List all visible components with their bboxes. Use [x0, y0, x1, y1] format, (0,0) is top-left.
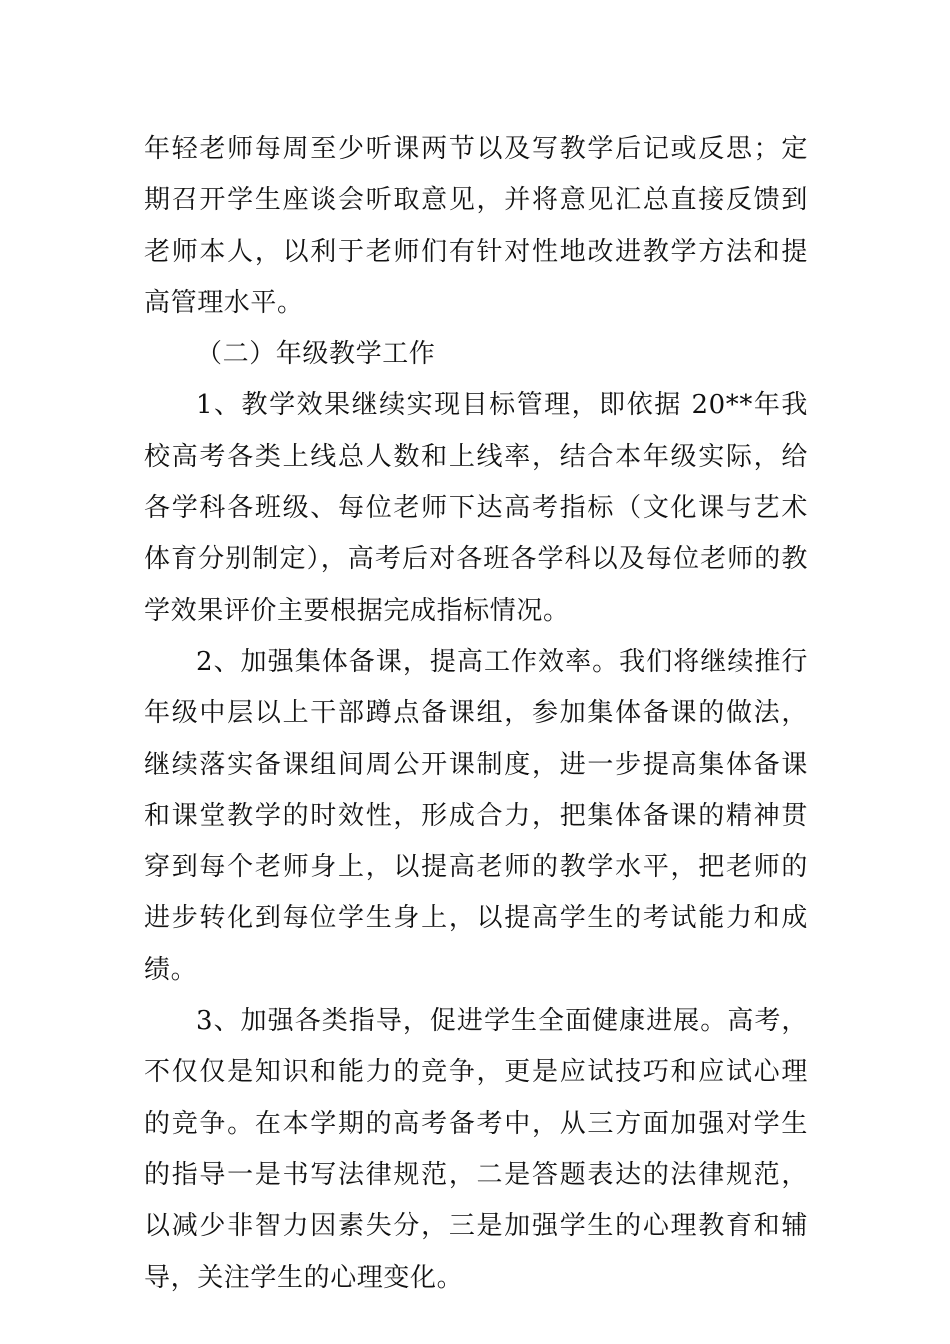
- paragraph-continuation: 年轻老师每周至少听课两节以及写教学后记或反思；定期召开学生座谈会听取意见，并将意见汇总直接反馈到老师本人，以利于老师们有针对性地改进教学方法和提高管理水平。: [144, 134, 808, 318]
- document-body: [144, 124, 808, 1304]
- paragraph-item-3: 3、加强各类指导，促进学生全面健康进展。高考，不仅仅是知识和能力的竞争，更是应试技巧和应试心理的竞争。在本学期的高考备考中，从三方面加强对学生的指导一是书写法律规范，二是答题表达的法律规范，以减少非智力因素失分，三是加强学生的心理教育和辅导，关注学生的心理变化。: [144, 1006, 808, 1293]
- paragraph-item-2: 2、加强集体备课，提高工作效率。我们将继续推行年级中层以上干部蹲点备课组，参加集体备课的做法，继续落实备课组间周公开课制度，进一步提高集体备课和课堂教学的时效性，形成合力，把集体备课的精神贯穿到每个老师身上，以提高老师的教学水平，把老师的进步转化到每位学生身上，以提高学生的考试能力和成绩。: [144, 646, 808, 985]
- section-heading: （二）年级教学工作: [196, 339, 436, 370]
- paragraph-item-1: 1、教学效果继续实现目标管理，即依据 20**年我校高考各类上线总人数和上线率，结合本年级实际，给各学科各班级、每位老师下达高考指标（文化课与艺术体育分别制定），高考后对各班各学科以及每位老师的教学效果评价主要根据完成指标情况。: [144, 390, 808, 626]
